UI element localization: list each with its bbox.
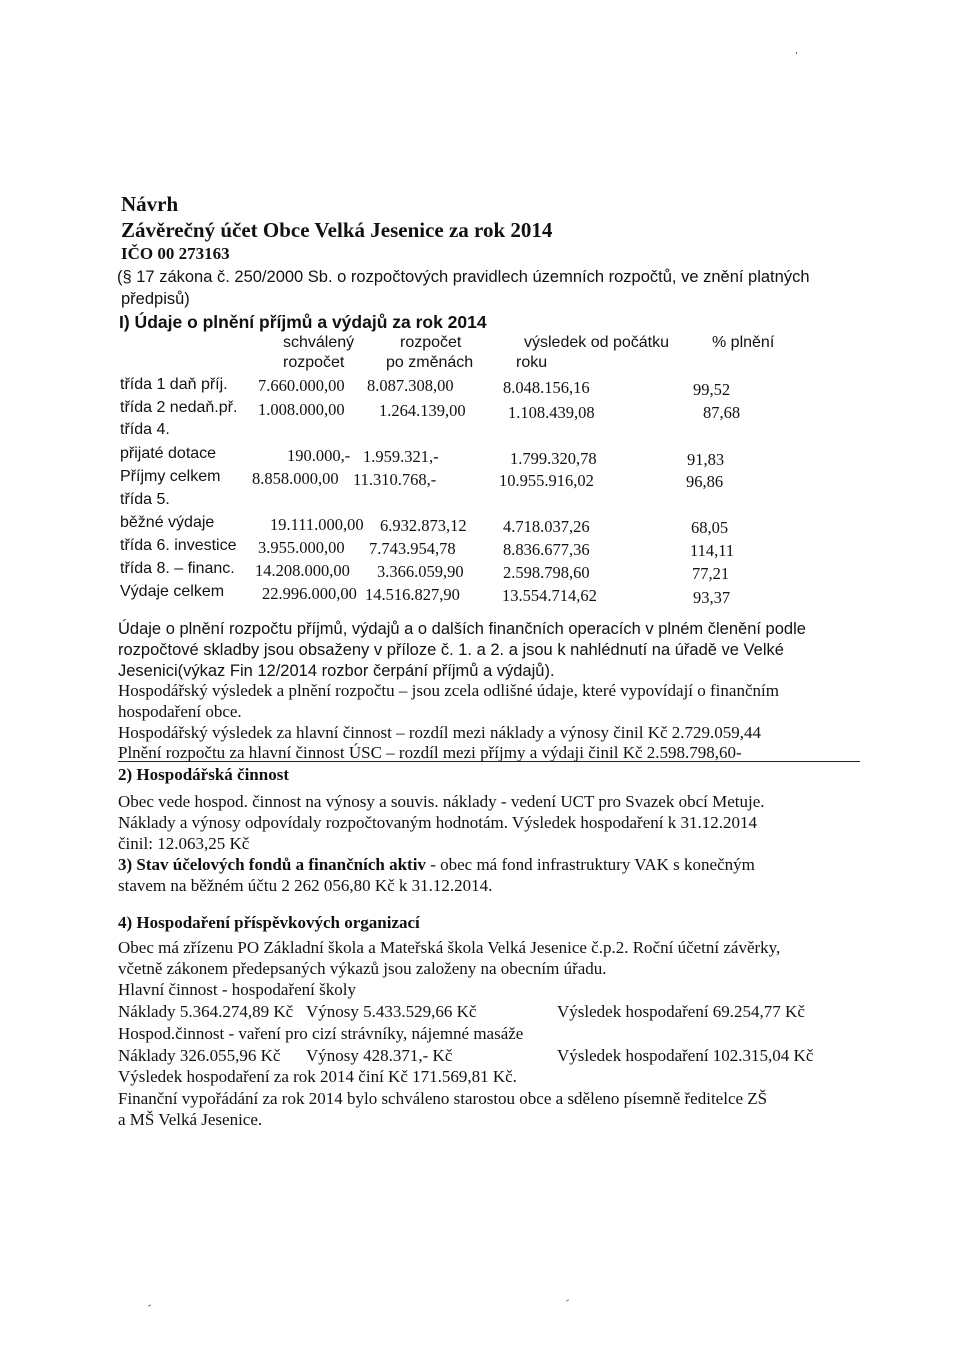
paragraph-line: Údaje o plnění rozpočtu příjmů, výdajů a o dalších finančních operacích v plném členění podle <box>118 620 806 638</box>
row-label: třída 6. investice <box>120 537 237 554</box>
business-costs: Náklady 326.055,96 Kč <box>118 1046 281 1065</box>
cell-approved: 8.858.000,00 <box>252 469 339 488</box>
cell-revised: 1.264.139,00 <box>379 401 466 420</box>
document-title-draft: Návrh <box>121 192 179 216</box>
cell-revised: 14.516.827,90 <box>365 585 460 604</box>
cell-result: 8.836.677,36 <box>503 540 590 559</box>
row-label: třída 4. <box>120 421 170 438</box>
paragraph-line: Plnění rozpočtu za hlavní činnost ÚSC – rozdíl mezi příjmy a výdaji činil Kč 2.598.798,60- <box>118 743 742 762</box>
cell-approved: 19.111.000,00 <box>270 515 364 534</box>
cell-result: 4.718.037,26 <box>503 517 590 536</box>
cell-approved: 22.996.000,00 <box>262 584 357 603</box>
paragraph-line: Jesenici(výkaz Fin 12/2014 rozbor čerpání příjmů a výdajů). <box>118 662 555 680</box>
column-header-percent: % plnění <box>712 334 775 351</box>
paragraph-line: Hospodářský výsledek za hlavní činnost – rozdíl mezi náklady a výnosy činil Kč 2.729.059,44 <box>118 723 762 742</box>
paragraph-line: a MŠ Velká Jesenice. <box>118 1110 263 1129</box>
paragraph-line: Hlavní činnost - hospodaření školy <box>118 980 356 999</box>
cell-percent: 68,05 <box>691 518 729 537</box>
paragraph-line: Obec má zřízenu PO Základní škola a Mateřská škola Velká Jesenice č.p.2. Roční účetní závěrky, <box>118 938 781 957</box>
row-label: třída 8. – financ. <box>120 560 235 577</box>
cell-revised: 1.959.321,- <box>363 447 439 466</box>
column-header-revised: rozpočet <box>400 334 462 351</box>
paragraph-line: Finanční vypořádání za rok 2014 bylo schváleno starostou obce a sděleno písemně ředitelce ZŠ <box>118 1089 768 1108</box>
column-header-revised-2: po změnách <box>386 354 474 371</box>
cell-percent: 91,83 <box>687 450 725 469</box>
scan-speck <box>148 1304 151 1306</box>
cell-percent: 99,52 <box>693 380 731 399</box>
business-revenues: Výnosy 428.371,- Kč <box>306 1046 453 1065</box>
row-label: třída 5. <box>120 491 170 508</box>
cell-revised: 11.310.768,- <box>353 470 437 489</box>
scan-speck <box>566 1299 569 1301</box>
cell-result: 8.048.156,16 <box>503 378 590 397</box>
row-label: třída 2 nedaň.př. <box>120 399 238 416</box>
row-label: Výdaje celkem <box>120 583 225 600</box>
cell-approved: 3.955.000,00 <box>258 538 345 557</box>
section3-title-rest: - obec má fond infrastruktury VAK s konečným <box>425 855 755 874</box>
cell-percent: 87,68 <box>703 403 741 422</box>
cell-percent: 96,86 <box>686 472 724 491</box>
paragraph-line: stavem na běžném účtu 2 262 056,80 Kč k 31.12.2014. <box>118 876 493 895</box>
paragraph-line: včetně zákonem předepsaných výkazů jsou založeny na obecním úřadu. <box>118 959 607 978</box>
cell-percent: 93,37 <box>693 588 731 607</box>
column-header-approved-2: rozpočet <box>283 354 345 371</box>
cell-revised: 8.087.308,00 <box>367 376 454 395</box>
cell-percent: 114,11 <box>690 541 735 560</box>
document-title: Závěrečný účet Obce Velká Jesenice za rok 2014 <box>121 218 553 242</box>
section1-title: I) Údaje o plnění příjmů a výdajů za rok 2014 <box>119 312 487 332</box>
paragraph-line: Hospodářský výsledek a plnění rozpočtu – jsou zcela odlišné údaje, které vypovídají o finančním <box>118 681 779 700</box>
paragraph-line: hospodaření obce. <box>118 702 242 721</box>
law-reference-line2: předpisů) <box>121 290 190 308</box>
row-label: Příjmy celkem <box>120 468 221 485</box>
section3-title: 3) Stav účelových fondů a finančních aktiv <box>118 855 426 874</box>
paragraph-line: Náklady a výnosy odpovídaly rozpočtovaným hodnotám. Výsledek hospodaření k 31.12.2014 <box>118 813 757 832</box>
cell-result: 2.598.798,60 <box>503 563 590 582</box>
cell-result: 1.799.320,78 <box>510 449 597 468</box>
column-header-result-2: roku <box>516 354 548 371</box>
column-header-result: výsledek od počátku <box>524 334 669 351</box>
section4-title: 4) Hospodaření příspěvkových organizací <box>118 913 420 932</box>
cell-result: 13.554.714,62 <box>502 586 597 605</box>
row-label: třída 1 daň příj. <box>120 376 228 393</box>
paragraph-line: činil: 12.063,25 Kč <box>118 834 250 853</box>
paragraph-line: Hospod.činnost - vaření pro cizí strávníky, nájemné masáže <box>118 1024 524 1043</box>
cell-approved: 190.000,- <box>287 446 351 465</box>
cell-approved: 7.660.000,00 <box>258 376 345 395</box>
cell-revised: 7.743.954,78 <box>369 539 456 558</box>
column-header-approved: schválený <box>283 334 355 351</box>
row-label: přijaté dotace <box>120 445 217 462</box>
cell-approved: 14.208.000,00 <box>255 561 350 580</box>
business-result: Výsledek hospodaření 102.315,04 Kč <box>557 1046 814 1065</box>
divider-line <box>118 761 860 762</box>
law-reference-line1: (§ 17 zákona č. 250/2000 Sb. o rozpočtových pravidlech územních rozpočtů, ve znění platných <box>117 268 810 286</box>
paragraph-line: Obec vede hospod. činnost na výnosy a souvis. náklady - vedení UCT pro Svazek obcí Metuje. <box>118 792 765 811</box>
cell-result: 1.108.439,08 <box>508 403 595 422</box>
paragraph-line: Výsledek hospodaření za rok 2014 činí Kč 171.569,81 Kč. <box>118 1067 517 1086</box>
cell-revised: 6.932.873,12 <box>380 516 467 535</box>
cell-result: 10.955.916,02 <box>499 471 594 490</box>
school-costs: Náklady 5.364.274,89 Kč <box>118 1002 294 1021</box>
cell-percent: 77,21 <box>692 564 730 583</box>
school-result: Výsledek hospodaření 69.254,77 Kč <box>557 1002 805 1021</box>
section2-title: 2) Hospodářská činnost <box>118 765 289 784</box>
school-revenues: Výnosy 5.433.529,66 Kč <box>306 1002 477 1021</box>
paragraph-line: rozpočtové skladby jsou obsaženy v příloze č. 1. a 2. a jsou k nahlédnutí na úřadě ve Velké <box>118 641 784 659</box>
ico-number: IČO 00 273163 <box>121 244 230 263</box>
row-label: běžné výdaje <box>120 514 215 531</box>
cell-approved: 1.008.000,00 <box>258 400 345 419</box>
scan-speck <box>796 52 797 54</box>
cell-revised: 3.366.059,90 <box>377 562 464 581</box>
section3-line1 <box>118 855 755 875</box>
